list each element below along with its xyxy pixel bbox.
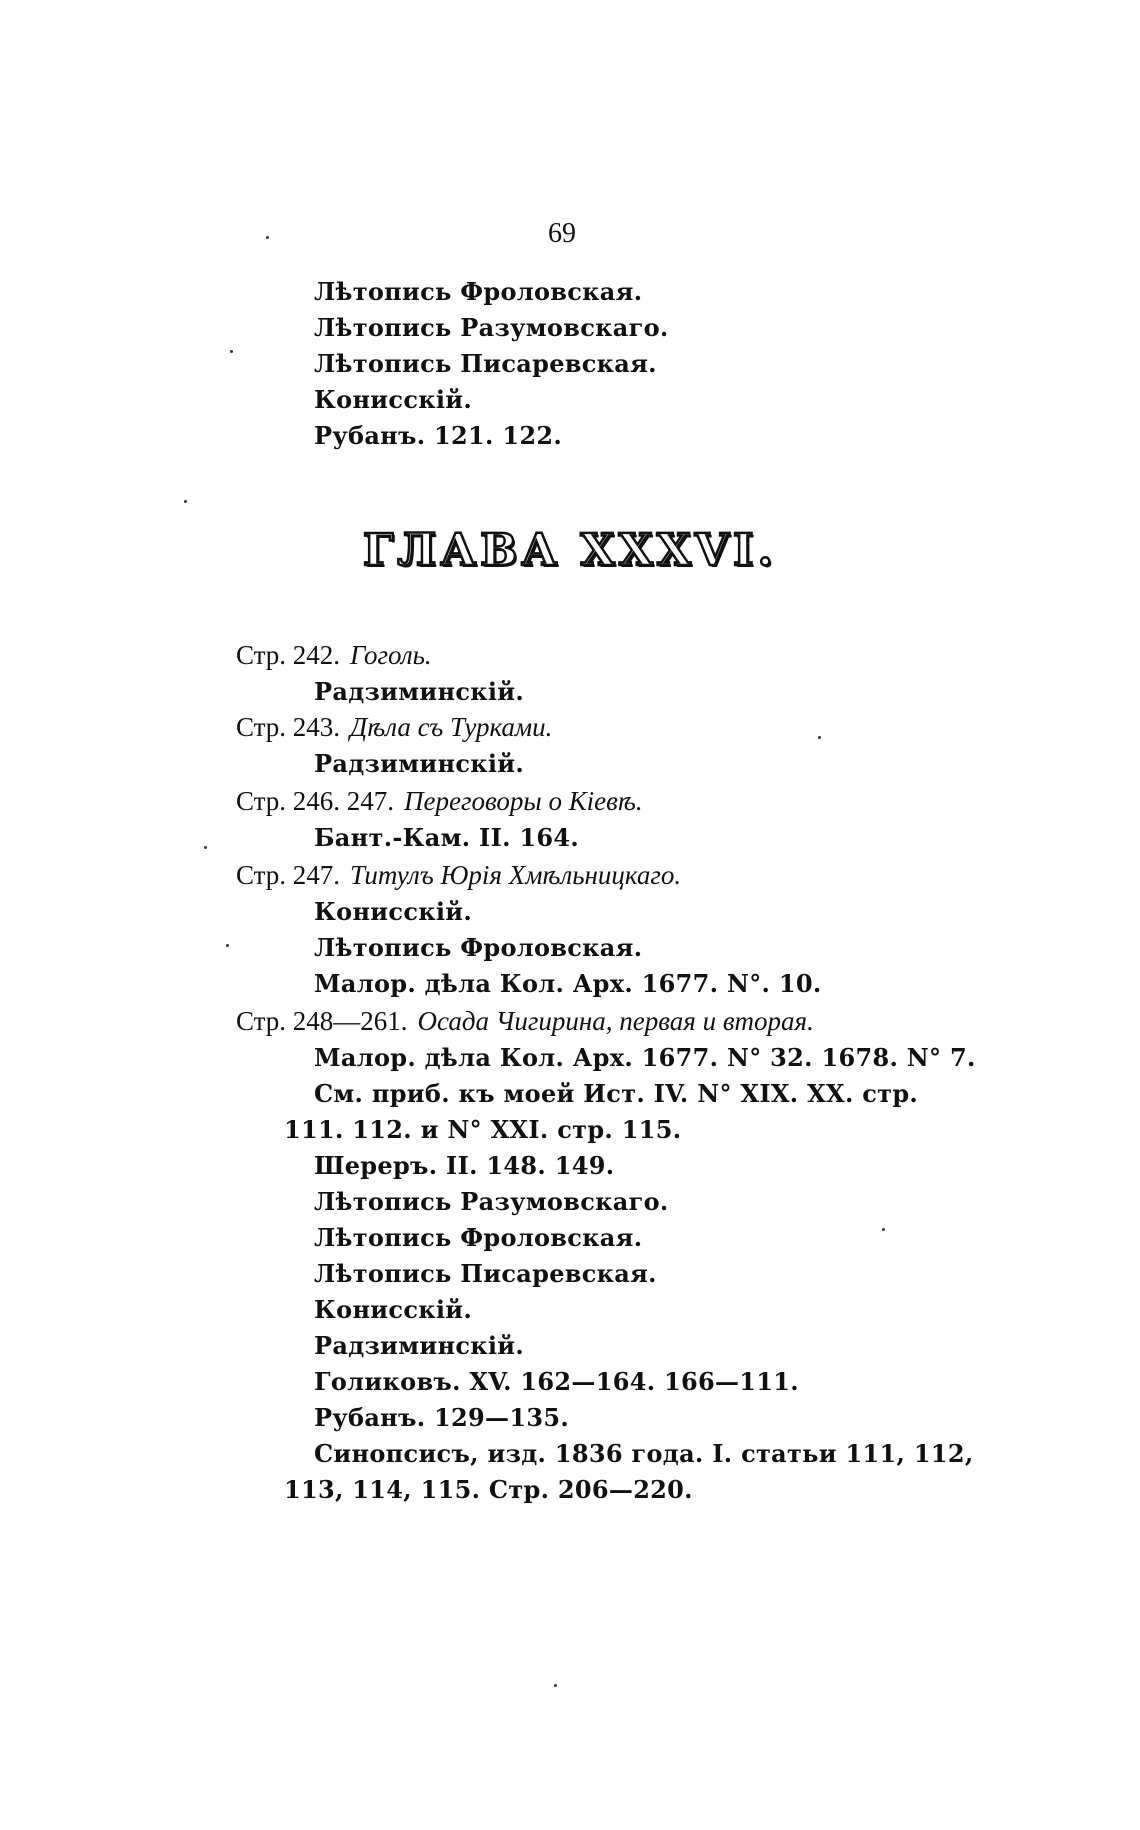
page-reference: Стр. 248—261. <box>236 1006 408 1036</box>
entry-title: Переговоры о Кіевѣ. <box>404 786 643 816</box>
page-number: 69 <box>548 218 576 249</box>
source-line: Радзиминскій. <box>314 749 525 778</box>
source-line: Радзиминскій. <box>314 677 525 706</box>
print-speck <box>184 500 187 503</box>
source-line: Лѣтопись Писаревская. <box>314 1259 657 1288</box>
source-line: Лѣтопись Писаревская. <box>314 349 657 378</box>
chapter-heading: ГЛАВА XXXVI. <box>363 525 777 576</box>
entry-title: Осада Чигирина, первая и вторая. <box>417 1006 814 1036</box>
source-line: Шереръ. II. 148. 149. <box>314 1151 615 1180</box>
entry-title: Дѣла съ Турками. <box>350 712 553 742</box>
print-speck <box>818 736 821 739</box>
source-line: Лѣтопись Фроловская. <box>314 1223 643 1252</box>
source-line: Конисскій. <box>314 897 473 926</box>
source-line: 111. 112. и N° XXI. стр. 115. <box>284 1115 682 1144</box>
source-line: Рубанъ. 129—135. <box>314 1403 570 1432</box>
source-line: Голиковъ. XV. 162—164. 166—111. <box>314 1367 799 1396</box>
print-speck <box>882 1228 885 1231</box>
source-line: Лѣтопись Фроловская. <box>314 933 643 962</box>
print-speck <box>266 236 269 239</box>
source-line: 113, 114, 115. Стр. 206—220. <box>284 1475 693 1504</box>
page-entry <box>236 640 432 670</box>
page-reference: Стр. 246. 247. <box>236 786 395 816</box>
page-entry <box>236 860 681 890</box>
source-line: Синопсисъ, изд. 1836 года. I. статьи 111, 112, <box>314 1439 974 1468</box>
page-reference: Стр. 247. <box>236 860 341 890</box>
source-line: См. приб. къ моей Ист. IV. N° XIX. XX. стр. <box>314 1079 919 1108</box>
page-reference: Стр. 243. <box>236 712 341 742</box>
print-speck <box>554 1684 557 1687</box>
source-line: Конисскій. <box>314 1295 473 1324</box>
source-line: Лѣтопись Фроловская. <box>314 277 643 306</box>
print-speck <box>204 846 207 849</box>
print-speck <box>226 944 229 947</box>
source-line: Бант.-Кам. II. 164. <box>314 823 580 852</box>
page-entry <box>236 786 643 816</box>
source-line: Лѣтопись Разумовскаго. <box>314 1187 669 1216</box>
page-entry <box>236 712 552 742</box>
source-line: Малор. дѣла Кол. Арх. 1677. N° 32. 1678. N° 7. <box>314 1043 976 1072</box>
print-speck <box>230 350 233 353</box>
source-line: Конисскій. <box>314 385 473 414</box>
source-line: Рубанъ. 121. 122. <box>314 421 563 450</box>
entry-title: Титулъ Юрія Хмѣльницкаго. <box>350 860 682 890</box>
source-line: Лѣтопись Разумовскаго. <box>314 313 669 342</box>
entry-title: Гоголь. <box>350 640 432 670</box>
source-line: Радзиминскій. <box>314 1331 525 1360</box>
source-line: Малор. дѣла Кол. Арх. 1677. N°. 10. <box>314 969 822 998</box>
page-reference: Стр. 242. <box>236 640 341 670</box>
page-entry <box>236 1006 814 1036</box>
